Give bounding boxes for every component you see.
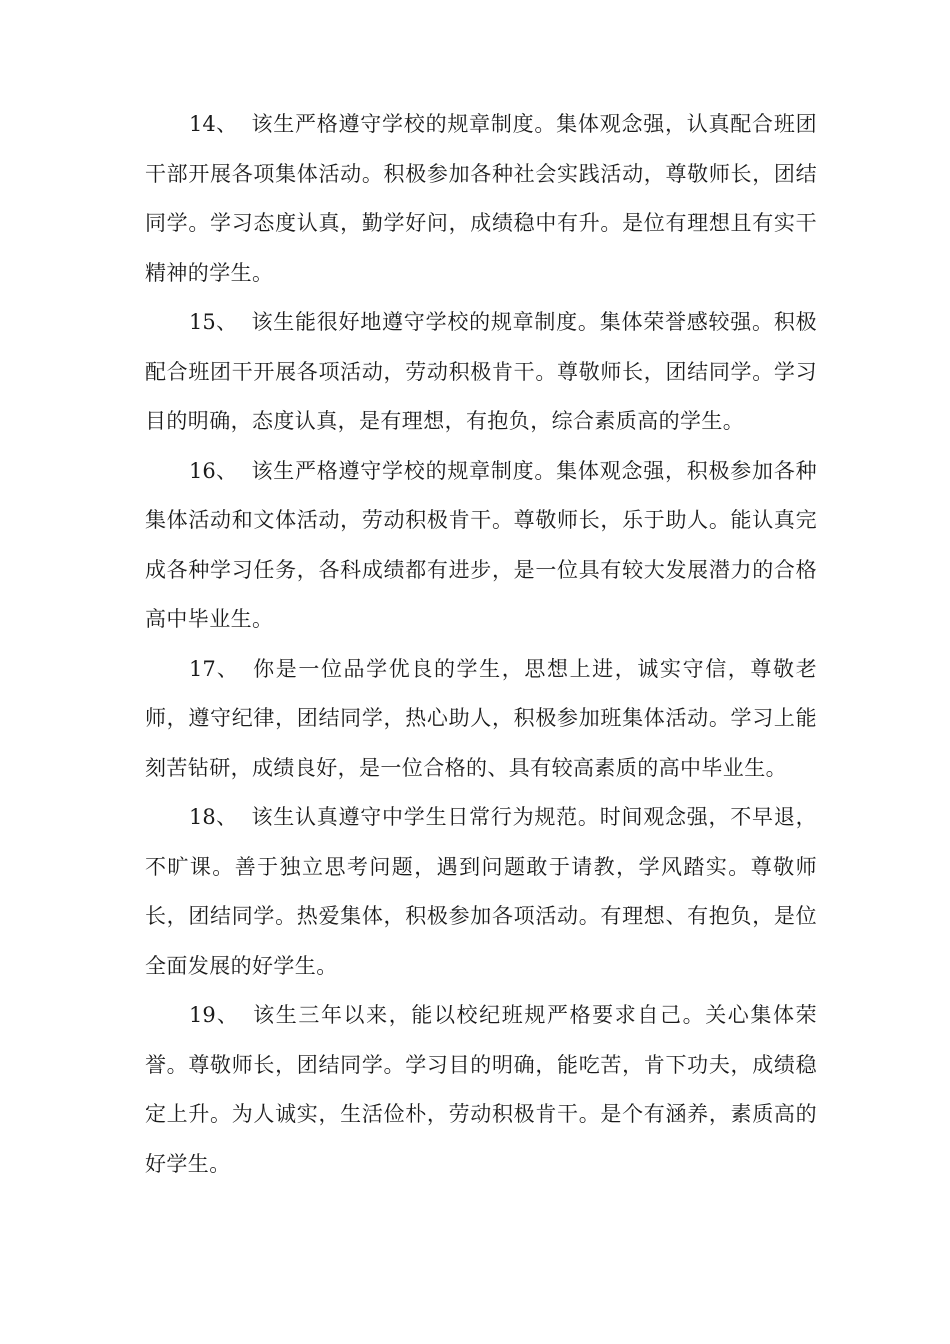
comment-number: 14、 bbox=[189, 112, 238, 136]
comment-number: 15、 bbox=[189, 310, 238, 334]
comment-item-16 bbox=[145, 447, 817, 645]
comment-text: 你是一位品学优良的学生，思想上进，诚实守信，尊敬老师，遵守纪律，团结同学，热心助人，积极参加班集体活动。学习上能刻苦钻研，成绩良好，是一位合格的、具有较高素质的高中毕业生。 bbox=[145, 656, 817, 780]
comment-number: 18、 bbox=[189, 805, 238, 829]
comment-item-15 bbox=[145, 298, 817, 447]
comment-list bbox=[145, 100, 817, 1189]
comment-text: 该生严格遵守学校的规章制度。集体观念强，认真配合班团干部开展各项集体活动。积极参加各种社会实践活动，尊敬师长，团结同学。学习态度认真，勤学好问，成绩稳中有升。是位有理想且有实干精神的学生。 bbox=[145, 112, 817, 285]
comment-item-17 bbox=[145, 645, 817, 794]
comment-text: 该生能很好地遵守学校的规章制度。集体荣誉感较强。积极配合班团干开展各项活动，劳动积极肯干。尊敬师长，团结同学。学习目的明确，态度认真，是有理想，有抱负，综合素质高的学生。 bbox=[145, 310, 817, 433]
comment-item-18 bbox=[145, 793, 817, 991]
comment-item-14 bbox=[145, 100, 817, 298]
comment-text: 该生认真遵守中学生日常行为规范。时间观念强，不早退，不旷课。善于独立思考问题，遇到问题敢于请教，学风踏实。尊敬师长，团结同学。热爱集体，积极参加各项活动。有理想、有抱负，是位全面发展的好学生。 bbox=[145, 805, 817, 978]
comment-text: 该生三年以来，能以校纪班规严格要求自己。关心集体荣誉。尊敬师长，团结同学。学习目的明确，能吃苦，肯下功夫，成绩稳定上升。为人诚实，生活俭朴，劳动积极肯干。是个有涵养，素质高的好学生。 bbox=[145, 1003, 817, 1176]
comment-number: 16、 bbox=[189, 458, 238, 483]
comment-number: 19、 bbox=[189, 1003, 240, 1027]
comment-item-19 bbox=[145, 991, 817, 1189]
comment-text: 该生严格遵守学校的规章制度。集体观念强，积极参加各种集体活动和文体活动，劳动积极肯干。尊敬师长，乐于助人。能认真完成各种学习任务，各科成绩都有进步，是一位具有较大发展潜力的合格高中毕业生。 bbox=[145, 458, 817, 631]
comment-number: 17、 bbox=[189, 656, 240, 681]
